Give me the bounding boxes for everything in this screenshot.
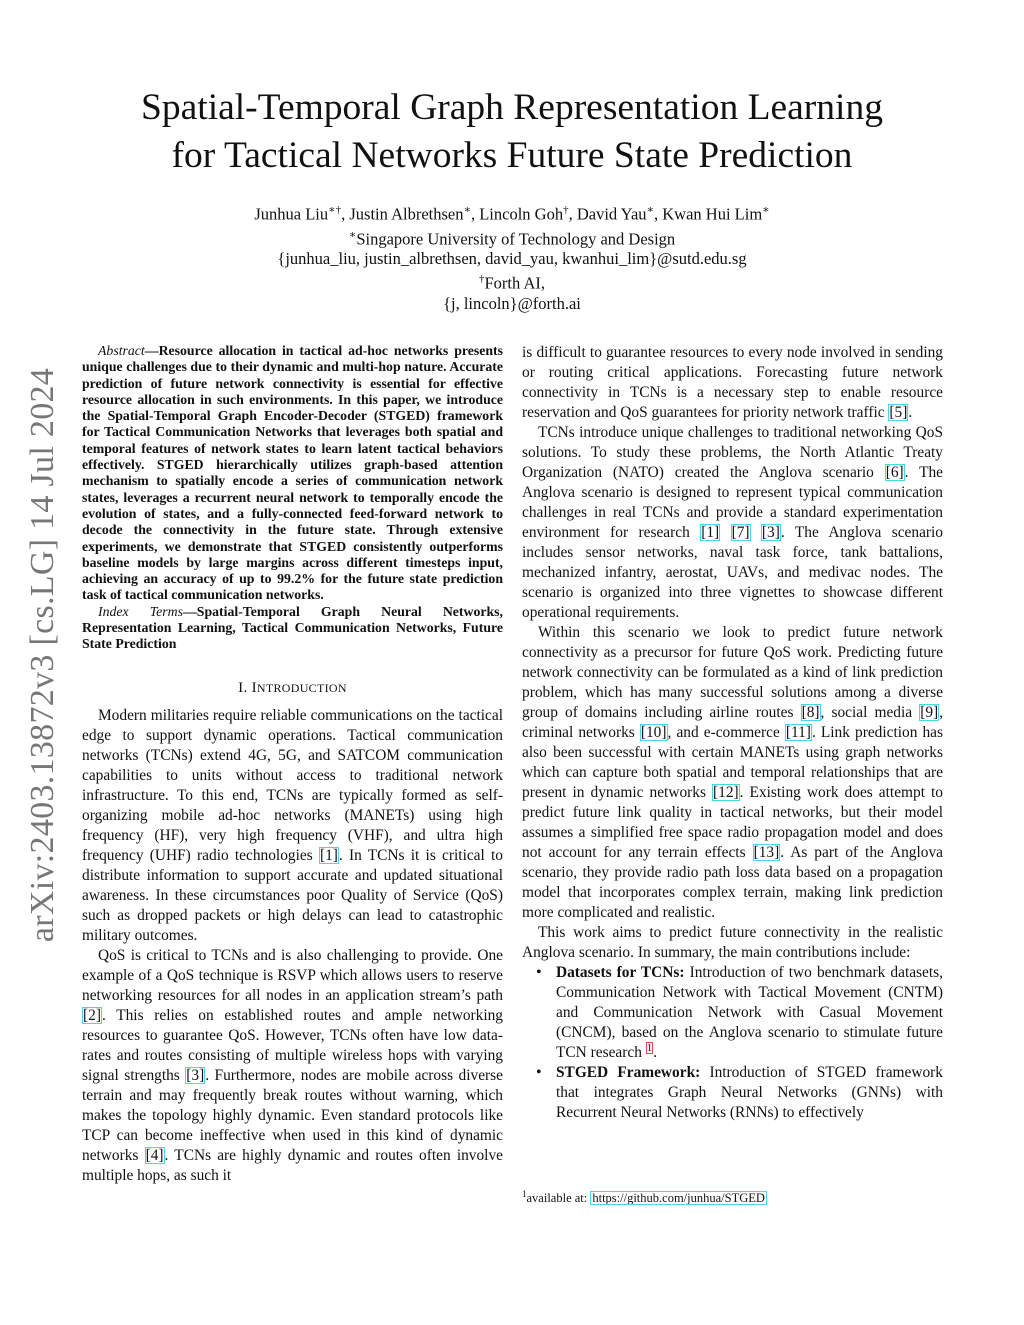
abstract: Abstract—Resource allocation in tactical ad-hoc networks presents unique challenges due to their dynamic and multi-hop nature. Accurate prediction of future network connectivity is essential for effective resource allocation in such environments. In this paper, we introduce the Spatial-Temporal Graph Encoder-Decoder (STGED) framework for Tactical Communication Networks that leverages both spatial and temporal features of network states to learn latent tactical behaviors effectively. STGED hierarchically utilizes graph-based attention mechanism to spatially encode a series of communication network states, leverages a recurrent neural network to temporally encode the evolution of states, and a fully-connected feed-forward network to decode the connectivity in the future state. Through extensive experiments, we demonstrate that STGED consistently outperforms baseline models by large margins across different timesteps input, achieving an accuracy of up to 99.2% for the future state prediction task of tactical communication networks. <box>82 343 503 603</box>
footnote: $^1$available at: https://github.com/junhua/STGED <box>522 1189 765 1206</box>
author-block <box>0 200 1024 314</box>
citation-link[interactable]: [9] <box>920 704 939 721</box>
citation-link[interactable]: [3] <box>761 524 780 541</box>
affiliation-2: †Forth AI, <box>478 273 545 293</box>
list-item: • STGED Framework: Introduction of STGED framework that integrates Graph Neural Networks (GNNs) with Recurrent Neural Networks (RNNs) to effectively <box>522 1063 943 1123</box>
arxiv-identifier[interactable]: arXiv:2403.13872v3 [cs.LG] 14 Jul 2024 <box>24 367 61 943</box>
affiliation-mark: ∗† <box>328 204 342 216</box>
intro-paragraph-1: Modern militaries require reliable communications on the tactical edge to support dynamic operations. Tactical communication networks (TCNs) extend 4G, 5G, and SATCOM communication capabilities to units without access to traditional network infrastructure. To this end, TCNs are typically formed as self-organizing mobile ad-hoc networks (MANETs) using high frequency (HF), very high frequency (VHF), and ultra high frequency (UHF) radio technologies [1]. In TCNs it is critical to distribute information to support accurate and updated situational awareness. In these circumstances poor Quality of Service (QoS) such as dropped packets or high delays can lead to catastrophic military outcomes. <box>82 706 503 944</box>
paper-title <box>0 84 1024 180</box>
citation-link[interactable]: [7] <box>731 524 750 541</box>
intro-paragraph-2: QoS is critical to TCNs and is also challenging to provide. One example of a QoS technique is RSVP which allows users to reserve networking resources for all nodes in an application stream’s path [2]. This relies on established routes and ample networking resources to guarantee QoS. However, TCNs often have low data-rates and routes consisting of multiple wireless hops with varying signal strengths [3]. Furthermore, nodes are mobile across diverse terrain and may frequently break routes without warning, which makes the topology highly dynamic. Even standard protocols like TCP can become ineffective when used in this kind of dynamic networks [4]. TCNs are highly dynamic and routes often involve multiple hops, as such it <box>82 946 503 1184</box>
author-name: Justin Albrethsen <box>349 204 464 224</box>
affiliation-mark: ∗ <box>646 204 655 216</box>
citation-link[interactable]: [11] <box>785 724 811 741</box>
citation-link[interactable]: [10] <box>640 724 667 741</box>
abstract-text: Resource allocation in tactical ad-hoc networks presents unique challenges due to their dynamic and multi-hop nature. Accurate prediction of future network connectivity is essential for effective resource allocation in such environments. In this paper, we introduce the Spatial-Temporal Graph Encoder-Decoder (STGED) framework for Tactical Communication Networks that leverages both spatial and temporal features of network states to learn latent tactical behaviors effectively. STGED hierarchically utilizes graph-based attention mechanism to spatially encode a series of communication network states, leverages a recurrent neural network to temporally encode the evolution of states, and a fully-connected feed-forward network to decode the connectivity in the future state. Through extensive experiments, we demonstrate that STGED consistently outperforms baseline models by large margins across different timesteps input, achieving an accuracy of up to 99.2% for the future state prediction task of tactical communication networks. <box>82 343 503 603</box>
affiliation-1: ∗Singapore University of Technology and Design <box>348 228 676 248</box>
citation-link[interactable]: [3] <box>186 1066 205 1084</box>
section-heading-introduction: I. INTRODUCTION <box>238 679 347 696</box>
contribution-title: STGED Framework: <box>556 1064 701 1081</box>
author-name: David Yau <box>576 204 647 224</box>
affiliation-mark: ∗ <box>762 204 770 216</box>
title-line-2: for Tactical Networks Future State Prediction <box>171 135 853 176</box>
citation-link[interactable]: [6] <box>885 464 904 481</box>
affiliation-2-emails: {j, lincoln}@forth.ai <box>443 293 581 313</box>
citation-link[interactable]: [2] <box>83 1006 101 1024</box>
left-column <box>82 343 503 1186</box>
citation-link[interactable]: [12] <box>713 784 739 801</box>
intro-paragraph-3: is difficult to guarantee resources to every node involved in sending or routing critical applications. Forecasting future network connectivity in TCNs is a necessary step to enable resource reservation and QoS guarantees for priority network traffic [5]. <box>522 344 943 421</box>
author-names: Junhua Liu∗†, Justin Albrethsen∗, Lincoln Goh†, David Yau∗, Kwan Hui Lim∗ <box>254 204 770 224</box>
author-name: Kwan Hui Lim <box>662 204 763 224</box>
author-name: Junhua Liu <box>254 204 329 224</box>
affiliation-mark: † <box>563 204 569 216</box>
author-name: Lincoln Goh <box>479 204 564 224</box>
contributions-list <box>522 963 943 1123</box>
intro-paragraph-4: TCNs introduce unique challenges to traditional networking QoS solutions. To study these problems, the North Atlantic Treaty Organization (NATO) created the Anglova scenario [6]. The Anglova scenario is designed to represent typical communication challenges in real TCNs and provide a standard experimentation environment for research [1] [7] [3]. The Anglova scenario includes sensor networks, naval task force, tank battalions, mechanized infantry, aerostat, UAVs, and medivac nodes. The scenario is organized into three vignettes to showcase different operational requirements. <box>522 424 943 621</box>
citation-link[interactable]: [1] <box>701 524 720 541</box>
intro-paragraph-6: This work aims to predict future connectivity in the realistic Anglova scenario. In summary, the main contributions include: <box>522 924 943 961</box>
citation-link[interactable]: [1] <box>319 846 338 864</box>
contribution-title: Datasets for TCNs: <box>556 964 685 981</box>
footnote-link[interactable]: 1 <box>646 1041 653 1054</box>
list-item: • Datasets for TCNs: Introduction of two benchmark datasets, Communication Network with Tactical Movement (CNTM) and Communication Network with Casual Movement (CNCM), based on the Anglova scenario to stimulate future TCN research $^1$. <box>522 963 943 1063</box>
index-terms-text: Spatial-Temporal Graph Neural Networks, Representation Learning, Tactical Communication Networks, Future State Prediction <box>82 603 504 652</box>
intro-paragraph-5: Within this scenario we look to predict future network connectivity as a precursor for future QoS work. Predicting future network connectivity can be formulated as a kind of link prediction problem, which has many successful solutions among a diverse group of domains including airline routes [8], social media [9], criminal networks [10], and e-commerce [11]. Link prediction has also been successful with certain MANETs using graph networks which can capture both spatial and temporal relationships that are present in dynamic networks [12]. Existing work does attempt to predict future link quality in tactical networks, but their model assumes a simplified free space radio propagation model and does not account for any terrain effects [13]. As part of the Anglova scenario, they provide radio path loss data based on a propagation model that incorporates complex terrain, making link prediction more complicated and realistic. <box>522 624 944 921</box>
footnote-mark: 1 <box>522 1189 527 1199</box>
abstract-label: Abstract <box>98 343 145 358</box>
affiliation-mark: ∗ <box>463 204 471 216</box>
right-column <box>522 343 943 1123</box>
citation-link[interactable]: [5] <box>889 404 908 421</box>
affiliation-1-emails: {junhua_liu, justin_albrethsen, david_yau, kwanhui_lim}@sutd.edu.sg <box>277 249 747 268</box>
title-line-1: Spatial-Temporal Graph Representation Learning <box>141 87 883 128</box>
index-terms-label: Index Terms <box>98 603 183 619</box>
citation-link[interactable]: [13] <box>753 844 780 861</box>
footnote-url-link[interactable]: https://github.com/junhua/STGED <box>592 1191 765 1206</box>
index-terms: Index Terms—Spatial-Temporal Graph Neural Networks, Representation Learning, Tactical Communication Networks, Future State Prediction <box>82 603 504 652</box>
citation-link[interactable]: [4] <box>145 1146 164 1164</box>
citation-link[interactable]: [8] <box>801 704 820 721</box>
